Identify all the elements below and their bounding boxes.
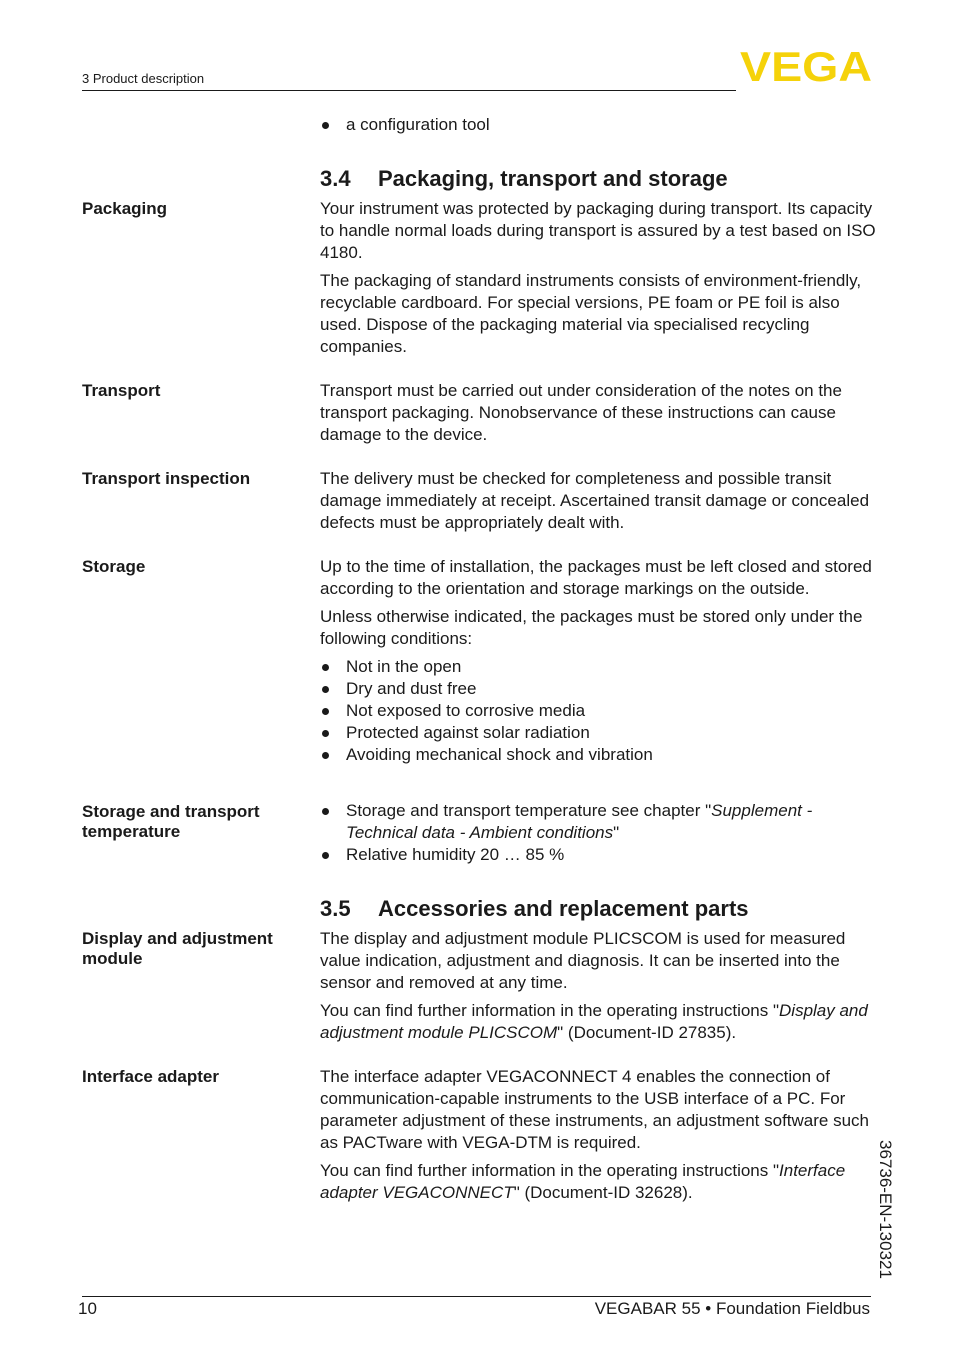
storage-conditions-list [320, 656, 876, 766]
list-item: Not exposed to corrosive media [320, 700, 876, 722]
transport-text: Transport must be carried out under consideration of the notes on the transport packaging. Nonobservance of these instructions can cause damage to the device. [320, 381, 842, 444]
packaging-text: Your instrument was protected by packaging during transport. Its capacity to handle normal loads during transport is assured by a test based on ISO 4180. The packaging of standard instruments consists of environment-friendly, recyclable cardboard. For special versions, PE foam or PE foil is also used. Dispose of the packaging material via specialised recycling companies. [320, 199, 876, 356]
document-id: 36736-EN-130321 [876, 1140, 895, 1279]
list-item: Dry and dust free [320, 678, 876, 700]
section-heading-3-4: 3.4 Packaging, transport and storage [320, 166, 728, 191]
label-packaging: Packaging [82, 199, 168, 218]
list-item: a configuration tool [320, 114, 876, 136]
interface-adapter-text: The interface adapter VEGACONNECT 4 enables the connection of communication-capable instruments to the USB interface of a PC. For parameter adjustment of these instruments, an adjustment software such as PACTware with VEGA-DTM is required. You can find further information in the operating instructions "Interface adapter VEGACONNECT" (Document-ID 32628). [320, 1067, 869, 1202]
section-heading-3-5: 3.5 Accessories and replacement parts [320, 896, 749, 921]
list-item: Storage and transport temperature see chapter "Supplement - Technical data - Ambient conditions" [320, 800, 876, 844]
label-temperature: Storage and transport temperature [82, 802, 260, 841]
label-interface-adapter: Interface adapter [82, 1067, 219, 1086]
display-module-text: The display and adjustment module PLICSCOM is used for measured value indication, adjustment and diagnosis. It can be inserted into the sensor and removed at any time. You can find further information in the operating instructions "Display and adjustment module PLICSCOM" (Document-ID 27835). [320, 929, 868, 1042]
footer-rule [82, 1296, 871, 1297]
label-transport: Transport [82, 381, 161, 400]
storage-text: Up to the time of installation, the packages must be left closed and stored according to the orientation and storage markings on the outside. Unless otherwise indicated, the packages must be stored only under the following conditions: Not in the open Dry and dust free Not exposed to corrosive media Protected against solar radiation Avoiding mechanical shock and vibration [320, 556, 876, 766]
label-transport-inspection: Transport inspection [82, 469, 251, 488]
list-item: Relative humidity 20 … 85 % [320, 844, 876, 866]
intro-list [320, 114, 876, 136]
page-number: 10 [78, 1299, 97, 1318]
label-storage: Storage [82, 557, 146, 576]
temperature-text [320, 800, 876, 866]
running-header: 3 Product description [82, 71, 205, 86]
inspection-text: The delivery must be checked for completeness and possible transit damage immediately at receipt. Ascertained transit damage or concealed defects must be appropriately dealt with. [320, 469, 870, 532]
header-rule [82, 90, 736, 91]
logo-text: VEGA [740, 50, 872, 84]
vega-logo [740, 50, 874, 84]
list-item: Avoiding mechanical shock and vibration [320, 744, 876, 766]
footer-title: VEGABAR 55 • Foundation Fieldbus [594, 1299, 870, 1318]
list-item: Protected against solar radiation [320, 722, 876, 744]
list-item: Not in the open [320, 656, 876, 678]
label-display-module: Display and adjustment module [82, 929, 273, 968]
